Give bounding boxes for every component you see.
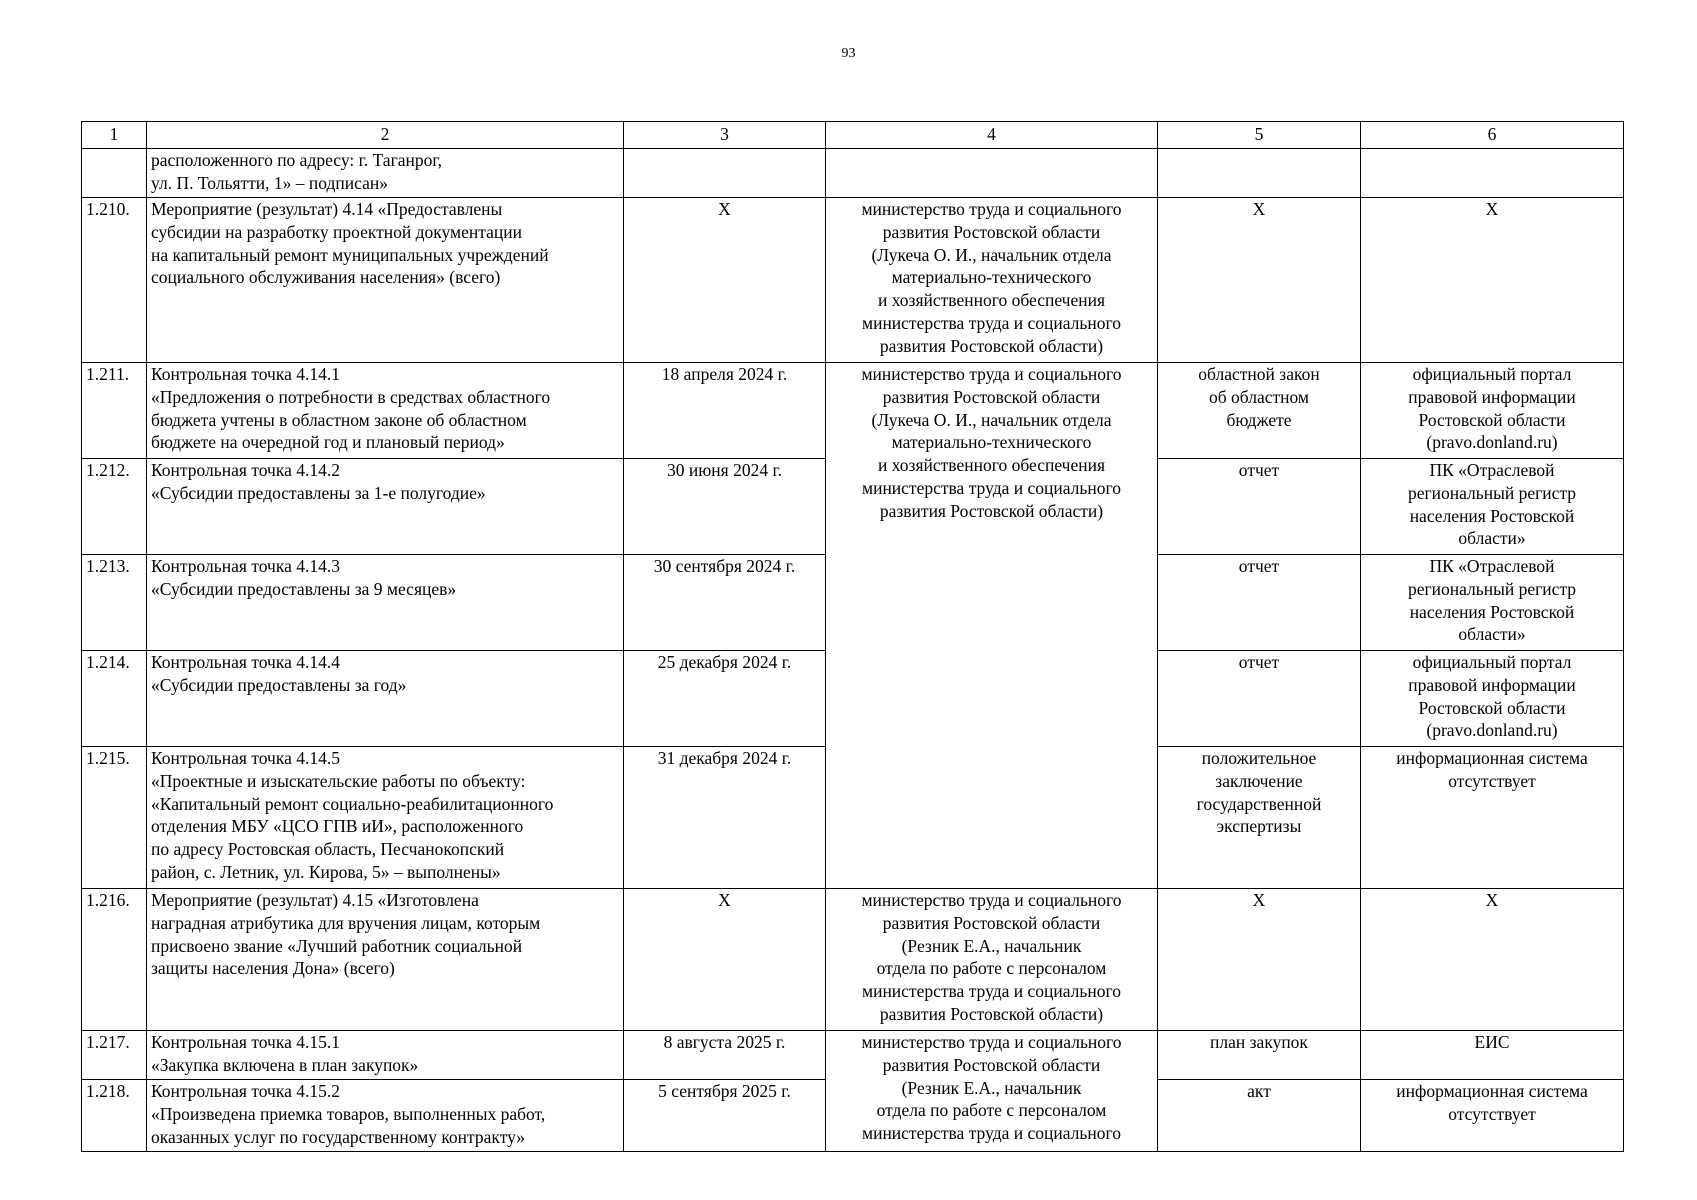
- row-date-cell: 8 августа 2025 г.: [624, 1031, 826, 1080]
- row-system-cell: официальный портал правовой информации Ростовской области (pravo.donland.ru): [1361, 363, 1624, 459]
- column-header: 1: [82, 122, 147, 149]
- row-document-cell: акт: [1158, 1080, 1361, 1152]
- row-number-cell: 1.215.: [82, 747, 147, 889]
- row-document-cell: отчет: [1158, 459, 1361, 555]
- row-document-cell: Х: [1158, 198, 1361, 363]
- row-number-cell: 1.212.: [82, 459, 147, 555]
- row-date-cell: 31 декабря 2024 г.: [624, 747, 826, 889]
- column-header: 3: [624, 122, 826, 149]
- row-document-cell: Х: [1158, 889, 1361, 1031]
- column-number-row: [82, 122, 1624, 149]
- table-row: [82, 198, 1624, 363]
- row-name-cell: расположенного по адресу: г. Таганрог, ул. П. Тольятти, 1» – подписан»: [147, 149, 624, 198]
- row-date-cell: 18 апреля 2024 г.: [624, 363, 826, 459]
- row-name-cell: Контрольная точка 4.15.2 «Произведена приемка товаров, выполненных работ, оказанных услуг по государственному контракту»: [147, 1080, 624, 1152]
- row-number-cell: 1.214.: [82, 651, 147, 747]
- row-date-cell: 30 июня 2024 г.: [624, 459, 826, 555]
- row-responsible-cell: [826, 149, 1158, 198]
- row-responsible-cell: министерство труда и социального развития Ростовской области (Резник Е.А., начальник отдела по работе с персоналом министерства труда и социального: [826, 1031, 1158, 1152]
- row-name-cell: Мероприятие (результат) 4.14 «Предоставлены субсидии на разработку проектной документации на капитальный ремонт муниципальных учреждений социального обслуживания населения» (всего): [147, 198, 624, 363]
- row-date-cell: 25 декабря 2024 г.: [624, 651, 826, 747]
- row-document-cell: положительное заключение государственной экспертизы: [1158, 747, 1361, 889]
- row-date-cell: 5 сентября 2025 г.: [624, 1080, 826, 1152]
- row-number-cell: 1.217.: [82, 1031, 147, 1080]
- row-system-cell: [1361, 149, 1624, 198]
- row-system-cell: ЕИС: [1361, 1031, 1624, 1080]
- row-name-cell: Контрольная точка 4.14.4 «Субсидии предоставлены за год»: [147, 651, 624, 747]
- row-number-cell: 1.211.: [82, 363, 147, 459]
- row-date-cell: 30 сентября 2024 г.: [624, 555, 826, 651]
- row-date-cell: Х: [624, 889, 826, 1031]
- row-number-cell: 1.210.: [82, 198, 147, 363]
- row-document-cell: областной закон об областном бюджете: [1158, 363, 1361, 459]
- row-date-cell: Х: [624, 198, 826, 363]
- row-system-cell: информационная система отсутствует: [1361, 1080, 1624, 1152]
- table-row: [82, 149, 1624, 198]
- row-system-cell: Х: [1361, 889, 1624, 1031]
- row-responsible-cell: министерство труда и социального развития Ростовской области (Резник Е.А., начальник отдела по работе с персоналом министерства труда и социального развития Ростовской области): [826, 889, 1158, 1031]
- row-system-cell: ПК «Отраслевой региональный регистр населения Ростовской области»: [1361, 555, 1624, 651]
- row-number-cell: 1.216.: [82, 889, 147, 1031]
- column-header: 5: [1158, 122, 1361, 149]
- row-number-cell: [82, 149, 147, 198]
- row-date-cell: [624, 149, 826, 198]
- row-system-cell: ПК «Отраслевой региональный регистр населения Ростовской области»: [1361, 459, 1624, 555]
- page-number: 93: [841, 46, 856, 61]
- row-name-cell: Мероприятие (результат) 4.15 «Изготовлена наградная атрибутика для вручения лицам, которым присвоено звание «Лучший работник социальной защиты населения Дона» (всего): [147, 889, 624, 1031]
- row-document-cell: отчет: [1158, 555, 1361, 651]
- column-header: 2: [147, 122, 624, 149]
- row-name-cell: Контрольная точка 4.14.2 «Субсидии предоставлены за 1-е полугодие»: [147, 459, 624, 555]
- row-responsible-cell: министерство труда и социального развития Ростовской области (Лукеча О. И., начальник отдела материально-технического и хозяйственного обеспечения министерства труда и социального развития Ростовской области): [826, 198, 1158, 363]
- row-document-cell: план закупок: [1158, 1031, 1361, 1080]
- row-name-cell: Контрольная точка 4.15.1 «Закупка включена в план закупок»: [147, 1031, 624, 1080]
- row-system-cell: официальный портал правовой информации Ростовской области (pravo.donland.ru): [1361, 651, 1624, 747]
- row-number-cell: 1.218.: [82, 1080, 147, 1152]
- column-header: 4: [826, 122, 1158, 149]
- row-name-cell: Контрольная точка 4.14.1 «Предложения о потребности в средствах областного бюджета учтены в областном законе об областном бюджете на очередной год и плановый период»: [147, 363, 624, 459]
- column-header: 6: [1361, 122, 1624, 149]
- table-row: [82, 363, 1624, 459]
- table-row: [82, 889, 1624, 1031]
- row-system-cell: информационная система отсутствует: [1361, 747, 1624, 889]
- plan-table: [81, 121, 1624, 1152]
- row-document-cell: [1158, 149, 1361, 198]
- table-row: [82, 1031, 1624, 1080]
- row-document-cell: отчет: [1158, 651, 1361, 747]
- row-number-cell: 1.213.: [82, 555, 147, 651]
- row-name-cell: Контрольная точка 4.14.5 «Проектные и изыскательские работы по объекту: «Капитальный ремонт социально-реабилитационного отделения МБУ «ЦСО ГПВ иИ», расположенного по адресу Ростовская область, Песчанокопский район, с. Летник, ул. Кирова, 5» – выполнены»: [147, 747, 624, 889]
- row-responsible-cell: министерство труда и социального развития Ростовской области (Лукеча О. И., начальник отдела материально-технического и хозяйственного обеспечения министерства труда и социального развития Ростовской области): [826, 363, 1158, 889]
- row-name-cell: Контрольная точка 4.14.3 «Субсидии предоставлены за 9 месяцев»: [147, 555, 624, 651]
- row-system-cell: Х: [1361, 198, 1624, 363]
